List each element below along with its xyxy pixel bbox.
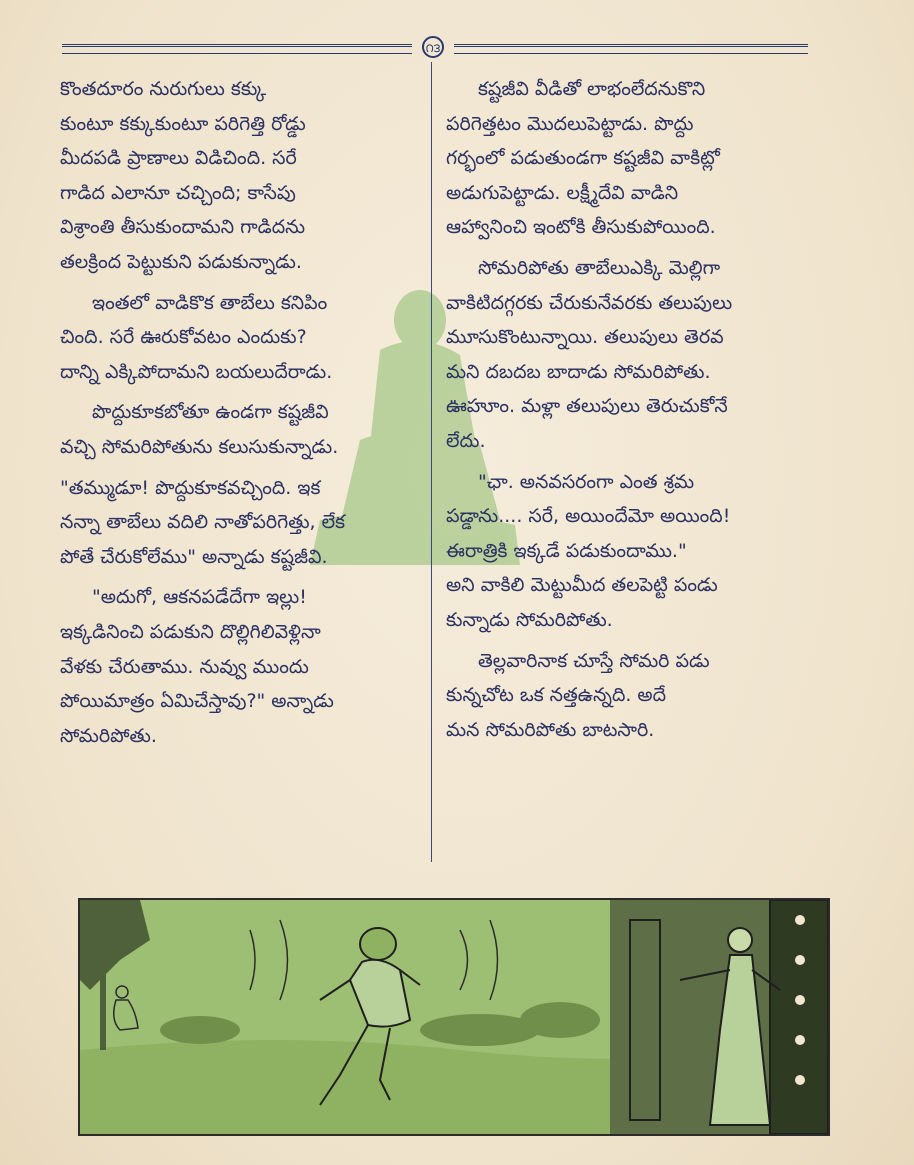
left-column	[60, 72, 430, 759]
paragraph: పొద్దుకూకబోతూ ఉండగా కష్టజీవి వచ్చి సోమరిపోతును కలుసుకున్నాడు.	[60, 401, 339, 458]
column-divider	[431, 62, 432, 862]
paragraph: కొంతదూరం నురుగులు కక్కు కుంటూ కక్కుకుంటూ పరిగెత్తి రోడ్డు మీదపడి ప్రాణాలు విడిచింది. సరే గాడిద ఎలానూ చచ్చింది; కాసేపు విశ్రాంతి తీసుకుందామని గాడిదను తలక్రింద పెట్టుకుని పడుకున్నాడు.	[60, 78, 306, 273]
paragraph: కష్టజీవి వీడితో లాభంలేదనుకొని పరిగెత్తటం మొదలుపెట్టాడు. పొద్దు గర్భంలో పడుతుండగా కష్టజీవి వాకిట్లో అడుగుపెట్టాడు. లక్ష్మీదేవి వాడిని ఆహ్వానించి ఇంటోకి తీసుకుపోయింది.	[446, 78, 720, 239]
paragraph: ఇంతలో వాడికొక తాబేలు కనిపిం చింది. సరే ఊరుకోవటం ఎందుకు? దాన్ని ఎక్కిపోదామని బయలుదేరాడు.	[60, 291, 333, 383]
header-rule-right	[454, 44, 808, 54]
story-illustration	[78, 898, 830, 1136]
paragraph: "అదుగో, ఆకనపడేదేగా ఇల్లు! ఇక్కడినించి పడుకుని దొల్లిగిలివెళ్లినా వేళకు చేరుతాము. నువ్వు ముందు పోయిమాత్రం ఏమిచేస్తావు?" అన్నాడు సోమరిపోతు.	[60, 586, 334, 747]
page-number: ౧౩	[422, 36, 444, 58]
paragraph: "ఛా. అనవసరంగా ఎంత శ్రమ పడ్డాను.... సరే, అయిందేమో అయింది! ఈరాత్రికి ఇక్కడే పడుకుందాము." అని వాకిలి మెట్టుమీద తలపెట్టి పండు కున్నాడు సోమరిపోతు.	[446, 470, 731, 631]
illustration-drawing	[80, 900, 828, 1134]
page-header	[62, 36, 808, 58]
right-column	[446, 72, 816, 753]
paragraph: "తమ్ముడూ! పొద్దుకూకవచ్చింది. ఇక నన్నా తాబేలు వదిలి నాతోపరిగెత్తు, లేక పోతే చేరుకోలేము" అన్నాడు కష్టజీవి.	[60, 476, 346, 568]
header-rule-left	[62, 44, 412, 54]
paragraph: తెల్లవారినాక చూస్తే సోమరి పడు కున్నచోట ఒక నత్తఉన్నది. అదే మన సోమరిపోతు బాటసారి.	[446, 649, 710, 741]
paragraph: సోమరిపోతు తాబేలుఎక్కి మెల్లిగా వాకిటిదగ్గరకు చేరుకునేవరకు తలుపులు మూసుకొంటున్నాయి. తలుపులు తెరవ మని దబదబ బాదాడు సోమరిపోతు. ఊహూం. మళ్లా తలుపులు తెరుచుకోనే లేదు.	[446, 256, 733, 452]
